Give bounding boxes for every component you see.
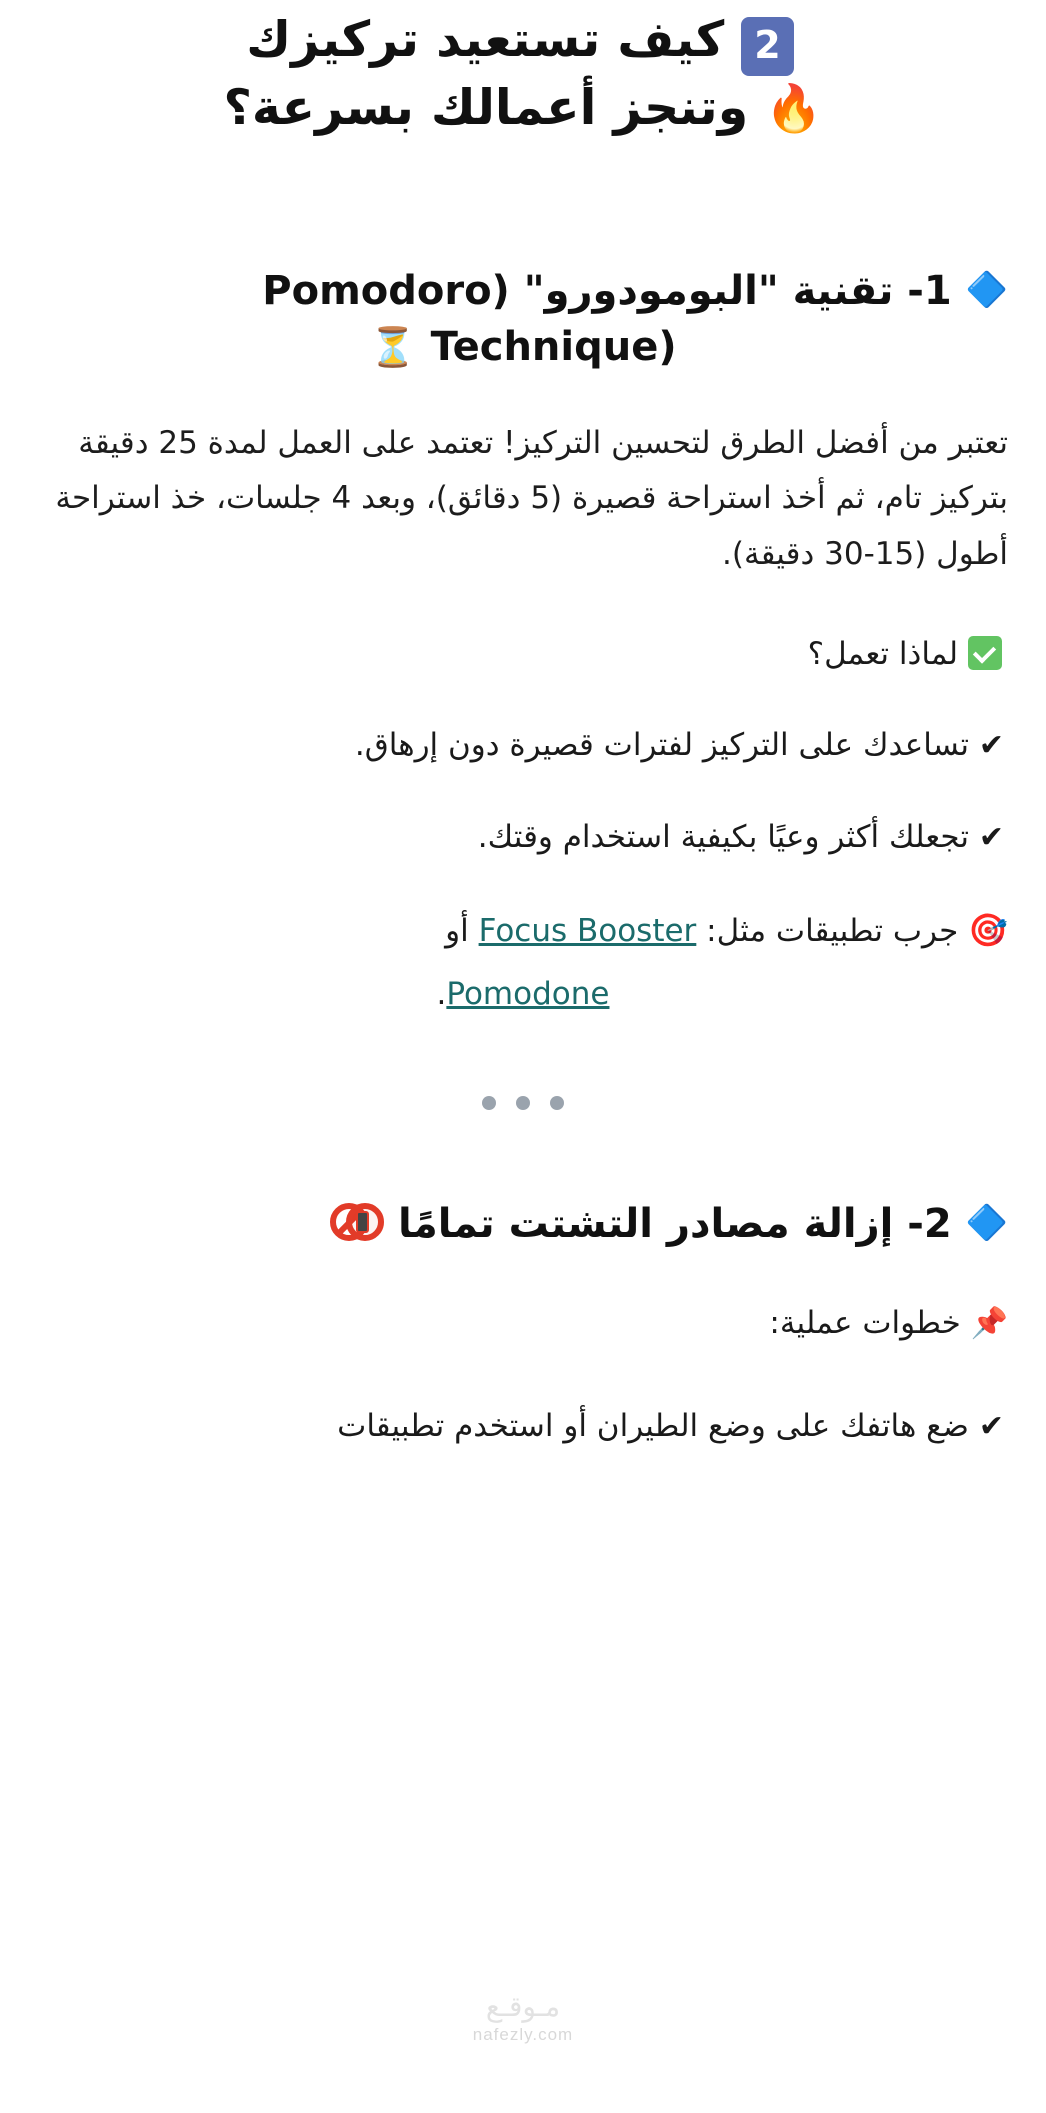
list-item bbox=[38, 721, 1008, 771]
divider-dot bbox=[516, 1096, 530, 1110]
no-phone-icon bbox=[330, 1203, 384, 1243]
checkmark-icon: ✔ bbox=[978, 1409, 1004, 1445]
blue-diamond-icon: 🔷 bbox=[965, 1202, 1008, 1243]
page-title bbox=[38, 0, 1008, 141]
apps-conjunction: أو bbox=[445, 912, 469, 949]
bullet-text: تجعلك أكثر وعيًا بكيفية استخدام وقتك. bbox=[477, 818, 969, 855]
section-1-heading-line-1: 1- تقنية "البومودورو" (Pomodoro bbox=[262, 267, 952, 314]
list-item bbox=[38, 1402, 1008, 1452]
apps-suggestion-row-2 bbox=[38, 970, 1008, 1020]
hourglass-icon: ⏳ bbox=[369, 325, 417, 370]
title-line-1 bbox=[38, 8, 1008, 76]
bullet-text: تساعدك على التركيز لفترات قصيرة دون إرهاق. bbox=[354, 727, 969, 764]
watermark bbox=[473, 1990, 573, 2045]
check-mark-icon bbox=[968, 636, 1002, 670]
link-pomodone[interactable]: Pomodone bbox=[446, 976, 610, 1013]
title-text-2: وتنجز أعمالك بسرعة؟ bbox=[223, 79, 749, 136]
number-badge: 2 bbox=[741, 17, 793, 76]
watermark-arabic: مـوقـع bbox=[485, 1991, 561, 2022]
why-works-label: لماذا تعمل؟ bbox=[807, 635, 959, 672]
list-item bbox=[38, 813, 1008, 863]
blue-diamond-icon: 🔷 bbox=[965, 269, 1008, 310]
section-1-paragraph: تعتبر من أفضل الطرق لتحسين التركيز! تعتمد على العمل لمدة 25 دقيقة بتركيز تام، ثم أخذ استراحة قصيرة (5 دقائق)، وبعد 4 جلسات، خذ استراحة أطول (15-30 دقيقة). bbox=[55, 425, 1008, 572]
target-icon: 🎯 bbox=[968, 910, 1008, 949]
section-1-heading bbox=[38, 263, 1008, 320]
apps-suffix: . bbox=[436, 976, 447, 1013]
section-1-heading-line-2: (Technique bbox=[430, 324, 677, 371]
apps-suggestion-row bbox=[38, 905, 1008, 957]
watermark-site: nafezly.com bbox=[472, 2025, 574, 2044]
divider-dot bbox=[550, 1096, 564, 1110]
title-line-2 bbox=[38, 76, 1008, 141]
pushpin-icon: 📌 bbox=[970, 1305, 1008, 1341]
checkmark-icon: ✔ bbox=[978, 819, 1004, 855]
section-divider-dots bbox=[38, 1096, 1008, 1110]
section-1-heading-cont bbox=[38, 319, 1008, 376]
section-2-heading bbox=[38, 1196, 1008, 1253]
why-works-line bbox=[38, 630, 1008, 680]
section-2-heading-text: 2- إزالة مصادر التشتت تمامًا bbox=[398, 1200, 952, 1247]
steps-label: خطوات عملية: bbox=[769, 1304, 961, 1341]
fire-icon: 🔥 bbox=[765, 81, 823, 135]
apps-prefix: جرب تطبيقات مثل: bbox=[706, 912, 959, 949]
title-text-1: كيف تستعيد تركيزك bbox=[246, 11, 725, 68]
steps-label-row bbox=[38, 1299, 1008, 1349]
link-focus-booster[interactable]: Focus Booster bbox=[478, 912, 697, 949]
divider-dot bbox=[482, 1096, 496, 1110]
bullet-text: ضع هاتفك على وضع الطيران أو استخدم تطبيقات bbox=[337, 1408, 969, 1445]
checkmark-icon: ✔ bbox=[978, 728, 1004, 764]
